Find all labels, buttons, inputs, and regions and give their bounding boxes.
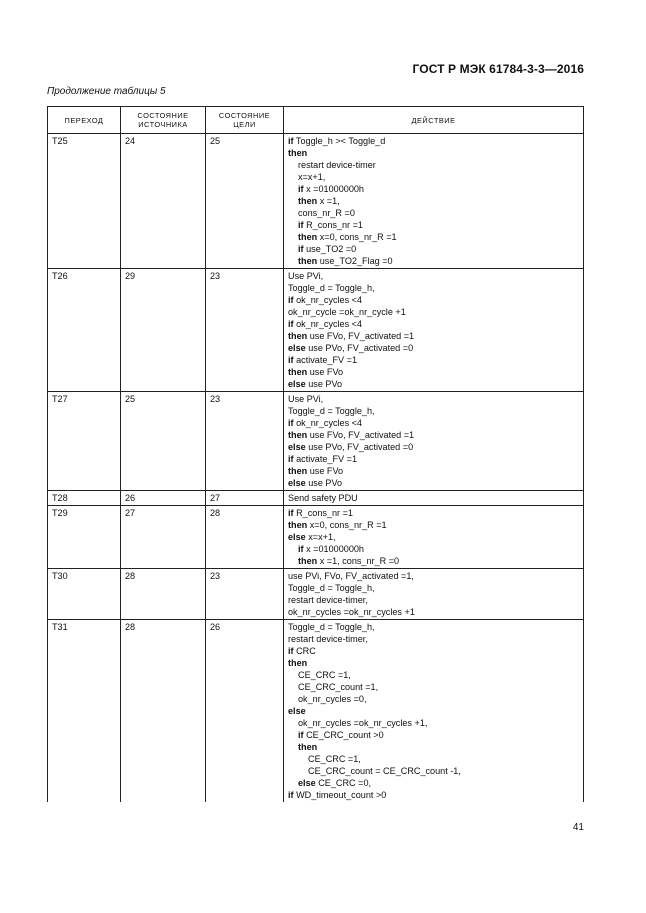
- action-text: Use PVi,: [288, 394, 324, 404]
- table-row: [48, 392, 584, 491]
- target-state-cell: 27: [206, 491, 284, 506]
- action-keyword: then: [298, 742, 318, 752]
- action-text: restart device-timer,: [288, 595, 368, 605]
- action-line: [288, 453, 580, 465]
- action-keyword: if: [298, 184, 304, 194]
- action-line: [288, 366, 580, 378]
- action-line: [288, 183, 580, 195]
- action-text: CE_CRC_count = CE_CRC_count -1,: [308, 766, 461, 776]
- action-text: use PVo: [305, 478, 343, 488]
- action-cell: [284, 134, 584, 269]
- source-state-cell: 28: [121, 569, 206, 620]
- table-row: [48, 569, 584, 620]
- action-keyword: if: [288, 454, 294, 464]
- action-keyword: if: [288, 295, 294, 305]
- action-text: use_TO2_Flag =0: [317, 256, 393, 266]
- action-line: [288, 645, 580, 657]
- action-line: [288, 681, 580, 693]
- action-text: CRC: [293, 646, 316, 656]
- action-keyword: if: [298, 730, 304, 740]
- action-text: x=0, cons_nr_R =1: [307, 520, 387, 530]
- action-line: [288, 231, 580, 243]
- transition-cell: T30: [48, 569, 121, 620]
- action-text: WD_timeout_count >0: [293, 790, 387, 800]
- action-text: ok_nr_cycles =ok_nr_cycles +1,: [298, 718, 428, 728]
- action-text: x=x+1,: [305, 532, 336, 542]
- action-line: [288, 594, 580, 606]
- column-header-action: ДЕЙСТВИЕ: [284, 107, 584, 134]
- action-line: [288, 693, 580, 705]
- action-line: [288, 219, 580, 231]
- action-line: [288, 255, 580, 267]
- action-text: use PVi, FVo, FV_activated =1,: [288, 571, 414, 581]
- action-text: restart device-timer: [298, 160, 376, 170]
- action-keyword: if: [288, 136, 294, 146]
- action-line: [288, 147, 580, 159]
- action-line: [288, 354, 580, 366]
- action-line: [288, 417, 580, 429]
- action-line: [288, 294, 580, 306]
- action-line: [288, 330, 580, 342]
- action-cell: [284, 491, 584, 506]
- action-line: [288, 705, 580, 717]
- action-line: [288, 270, 580, 282]
- action-text: Send safety PDU: [288, 493, 358, 503]
- table-row: [48, 134, 584, 269]
- action-text: use PVo: [305, 379, 343, 389]
- action-line: [288, 729, 580, 741]
- action-text: Toggle_d = Toggle_h,: [288, 622, 375, 632]
- action-text: x =1, cons_nr_R =0: [317, 556, 400, 566]
- action-text: x=x+1,: [298, 172, 326, 182]
- source-state-cell: 24: [121, 134, 206, 269]
- action-cell: [284, 569, 584, 620]
- action-keyword: then: [288, 148, 308, 158]
- action-keyword: then: [288, 331, 308, 341]
- action-cell: [284, 620, 584, 803]
- action-keyword: if: [288, 319, 294, 329]
- target-state-cell: 26: [206, 620, 284, 803]
- action-text: ok_nr_cycles =0,: [298, 694, 367, 704]
- action-line: [288, 393, 580, 405]
- source-state-cell: 27: [121, 506, 206, 569]
- action-line: [288, 753, 580, 765]
- target-state-cell: 23: [206, 392, 284, 491]
- action-keyword: else: [288, 706, 306, 716]
- action-line: [288, 621, 580, 633]
- action-keyword: then: [288, 466, 308, 476]
- action-text: use FVo, FV_activated =1: [307, 430, 415, 440]
- action-text: cons_nr_R =0: [298, 208, 355, 218]
- action-line: [288, 159, 580, 171]
- action-keyword: if: [298, 244, 304, 254]
- action-text: Toggle_d = Toggle_h,: [288, 283, 375, 293]
- action-text: CE_CRC_count =1,: [298, 682, 379, 692]
- action-line: [288, 531, 580, 543]
- action-text: use FVo: [307, 466, 344, 476]
- target-state-cell: 23: [206, 569, 284, 620]
- target-state-cell: 25: [206, 134, 284, 269]
- action-text: restart device-timer,: [288, 634, 368, 644]
- action-line: [288, 669, 580, 681]
- action-keyword: if: [288, 790, 294, 800]
- action-text: use_TO2 =0: [303, 244, 357, 254]
- action-line: [288, 606, 580, 618]
- action-line: [288, 306, 580, 318]
- action-text: use PVo, FV_activated =0: [305, 343, 414, 353]
- action-text: ok_nr_cycle =ok_nr_cycle +1: [288, 307, 406, 317]
- source-state-cell: 29: [121, 269, 206, 392]
- action-keyword: if: [288, 646, 294, 656]
- transition-cell: T28: [48, 491, 121, 506]
- document-title: ГОСТ Р МЭК 61784-3-3—2016: [412, 62, 584, 76]
- action-line: [288, 789, 580, 801]
- action-text: ok_nr_cycles <4: [293, 418, 363, 428]
- action-text: activate_FV =1: [293, 355, 358, 365]
- transition-cell: T27: [48, 392, 121, 491]
- page-number: 41: [572, 822, 584, 833]
- table-header-row: [48, 107, 584, 134]
- action-keyword: else: [288, 343, 306, 353]
- action-keyword: else: [288, 442, 306, 452]
- action-keyword: if: [288, 418, 294, 428]
- action-keyword: then: [288, 430, 308, 440]
- action-line: [288, 741, 580, 753]
- action-text: activate_FV =1: [293, 454, 358, 464]
- column-header-target-state: СОСТОЯНИЕ ЦЕЛИ: [206, 107, 284, 134]
- action-line: [288, 633, 580, 645]
- table-caption: Продолжение таблицы 5: [47, 86, 166, 97]
- action-line: [288, 777, 580, 789]
- action-text: CE_CRC =0,: [315, 778, 372, 788]
- action-line: [288, 441, 580, 453]
- action-cell: [284, 506, 584, 569]
- action-line: [288, 429, 580, 441]
- action-text: Use PVi,: [288, 271, 324, 281]
- action-keyword: else: [288, 379, 306, 389]
- action-text: x =01000000h: [303, 184, 364, 194]
- action-keyword: else: [288, 532, 306, 542]
- action-line: [288, 378, 580, 390]
- action-line: [288, 318, 580, 330]
- action-line: [288, 582, 580, 594]
- action-text: Toggle_d = Toggle_h,: [288, 583, 375, 593]
- target-state-cell: 23: [206, 269, 284, 392]
- action-text: x =01000000h: [303, 544, 364, 554]
- action-keyword: if: [298, 220, 304, 230]
- table-row: [48, 620, 584, 803]
- action-line: [288, 765, 580, 777]
- action-text: R_cons_nr =1: [293, 508, 353, 518]
- action-text: use PVo, FV_activated =0: [305, 442, 414, 452]
- action-line: [288, 570, 580, 582]
- action-keyword: then: [288, 367, 308, 377]
- action-text: CE_CRC =1,: [308, 754, 361, 764]
- action-keyword: then: [298, 256, 318, 266]
- action-text: Toggle_h >< Toggle_d: [293, 136, 386, 146]
- action-text: ok_nr_cycles <4: [293, 295, 363, 305]
- table-row: [48, 506, 584, 569]
- action-keyword: else: [288, 478, 306, 488]
- action-keyword: if: [288, 508, 294, 518]
- action-line: [288, 405, 580, 417]
- action-text: ok_nr_cycles <4: [293, 319, 363, 329]
- action-text: Toggle_d = Toggle_h,: [288, 406, 375, 416]
- action-line: [288, 465, 580, 477]
- action-line: [288, 195, 580, 207]
- action-line: [288, 543, 580, 555]
- action-line: [288, 657, 580, 669]
- action-text: use FVo: [307, 367, 344, 377]
- action-line: [288, 282, 580, 294]
- action-cell: [284, 269, 584, 392]
- action-keyword: else: [298, 778, 316, 788]
- action-line: [288, 717, 580, 729]
- transition-cell: T25: [48, 134, 121, 269]
- action-line: [288, 519, 580, 531]
- action-line: [288, 207, 580, 219]
- action-keyword: then: [288, 520, 308, 530]
- table-row: [48, 269, 584, 392]
- transition-cell: T29: [48, 506, 121, 569]
- state-transition-table: [47, 106, 584, 802]
- action-line: [288, 135, 580, 147]
- action-line: [288, 492, 580, 504]
- action-text: R_cons_nr =1: [303, 220, 363, 230]
- source-state-cell: 26: [121, 491, 206, 506]
- table-row: [48, 491, 584, 506]
- action-line: [288, 342, 580, 354]
- action-line: [288, 555, 580, 567]
- action-text: ok_nr_cycles =ok_nr_cycles +1: [288, 607, 415, 617]
- action-line: [288, 507, 580, 519]
- action-keyword: then: [298, 232, 318, 242]
- action-text: CE_CRC =1,: [298, 670, 351, 680]
- action-line: [288, 171, 580, 183]
- action-keyword: then: [298, 556, 318, 566]
- action-text: use FVo, FV_activated =1: [307, 331, 415, 341]
- target-state-cell: 28: [206, 506, 284, 569]
- transition-cell: T26: [48, 269, 121, 392]
- transition-cell: T31: [48, 620, 121, 803]
- action-line: [288, 243, 580, 255]
- source-state-cell: 25: [121, 392, 206, 491]
- action-text: CE_CRC_count >0: [303, 730, 384, 740]
- action-text: x =1,: [317, 196, 340, 206]
- action-keyword: if: [288, 355, 294, 365]
- column-header-transition: ПЕРЕХОД: [48, 107, 121, 134]
- action-keyword: then: [288, 658, 308, 668]
- action-keyword: then: [298, 196, 318, 206]
- action-cell: [284, 392, 584, 491]
- table-body: [48, 134, 584, 803]
- action-text: x=0, cons_nr_R =1: [317, 232, 397, 242]
- source-state-cell: 28: [121, 620, 206, 803]
- action-keyword: if: [298, 544, 304, 554]
- action-line: [288, 477, 580, 489]
- column-header-source-state: СОСТОЯНИЕ ИСТОЧНИКА: [121, 107, 206, 134]
